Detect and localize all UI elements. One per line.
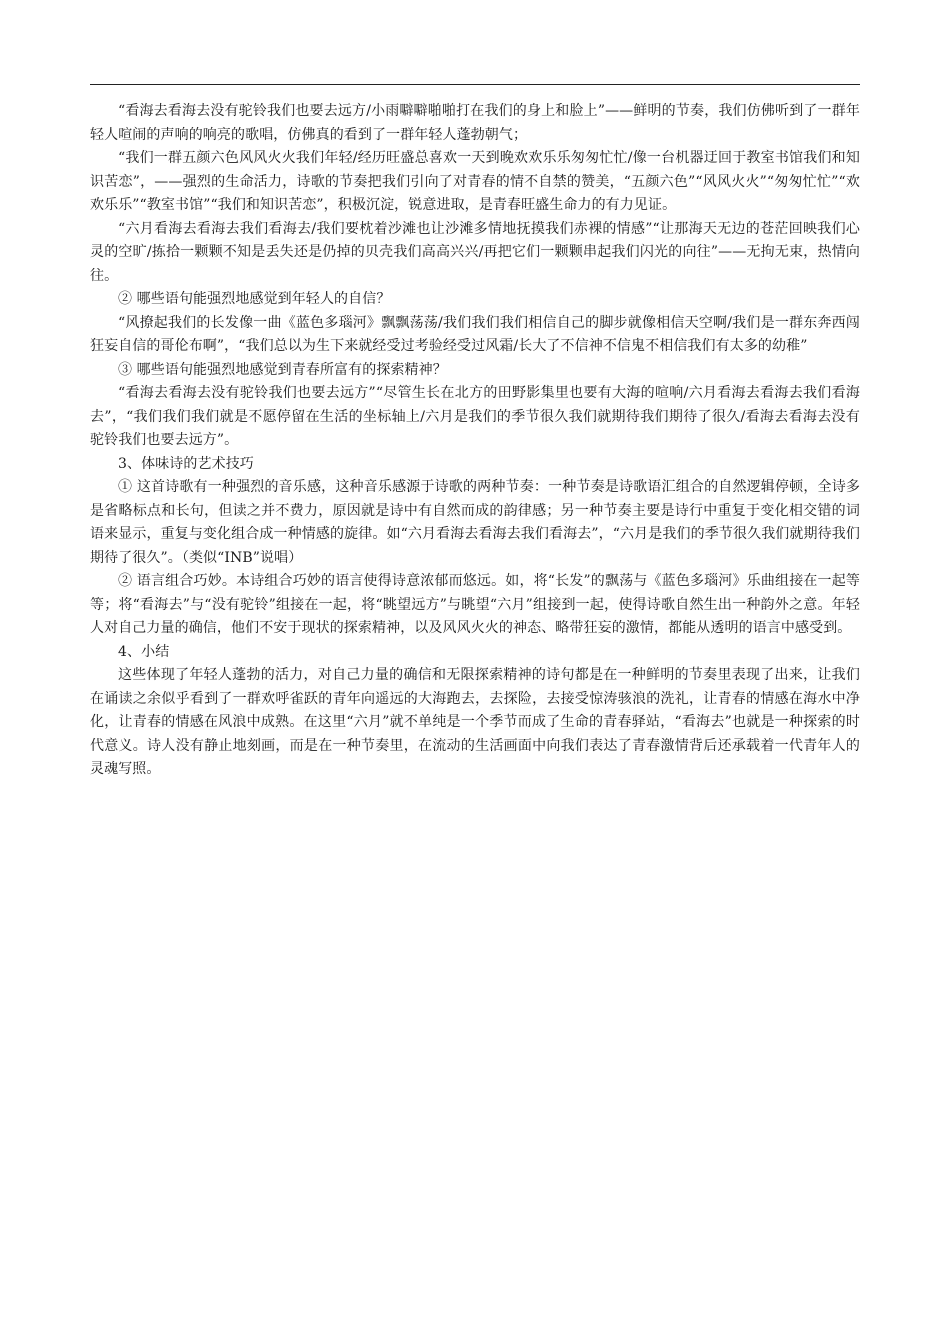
section-heading-art-techniques: 3、体味诗的艺术技巧 bbox=[118, 455, 254, 472]
question-exploration: ③ 哪些语句能强烈地感觉到青春所富有的探索精神？ bbox=[118, 361, 447, 378]
paragraph-sea-rhythm: “看海去看海去没有驼铃我们也要去远方/小雨噼噼啪啪打在我们的身上和脸上”——鲜明的节奏，我们仿佛听到了一群年轻人喧闹的声响的响亮的歌唱，仿佛真的看到了一群年轻人蓬勃朝气； bbox=[90, 103, 860, 143]
question-confidence: ② 哪些语句能强烈地感觉到年轻人的自信？ bbox=[118, 291, 391, 307]
paragraph-june-sea: “六月看海去看海去我们看海去/我们要枕着沙滩也让沙滩多情地抚摸我们赤裸的情感”“让那海天无边的苍茫回映我们心灵的空旷/拣拾一颗颗不知是丢失还是仍掉的贝壳我们高高兴兴/再把它们一颗颗串起我们闪光的向往”——无拘无束，热情向往。 bbox=[90, 220, 860, 284]
paragraph-language-combination: ② 语言组合巧妙。本诗组合巧妙的语言使得诗意浓郁而悠远。如，将“长发”的飘荡与《蓝色多瑙河》乐曲组接在一起等等；将“看海去”与“没有驼铃”组接在一起，将“眺望远方”与眺望“六月”组接到一起，使得诗歌自然生出一种韵外之意。年轻人对自己力量的确信，他们不安于现状的探索精神，以及风风火火的神态、略带狂妄的激情，都能从透明的语言中感受到。 bbox=[90, 573, 860, 636]
header-rule bbox=[90, 84, 860, 85]
section-heading-summary: 4、小结 bbox=[118, 643, 170, 660]
paragraph-colorful-youth: “我们一群五颜六色风风火火我们年轻/经历旺盛总喜欢一天到晚欢欢乐乐匆匆忙忙/像一台机器迂回于教室书馆我们和知识苦恋”，——强烈的生命活力，诗歌的节奏把我们引向了对青春的情不自禁的赞美，“五颜六色”“风风火火”“匆匆忙忙”“欢欢乐乐”“教室书馆”“我们和知识苦恋”，积极沉淀，锐意进取，是青春旺盛生命力的有力见证。 bbox=[90, 150, 860, 213]
paragraph-summary: 这些体现了年轻人蓬勃的活力，对自己力量的确信和无限探索精神的诗句都是在一种鲜明的节奏里表现了出来，让我们在诵读之余似乎看到了一群欢呼雀跃的青年向遥远的大海跑去，去探险，去接受惊涛骇浪的洗礼，让青春的情感在海水中净化，让青春的情感在风浪中成熟。在这里“六月”就不单纯是一个季节而成了生命的青春驿站，“看海去”也就是一种探索的时代意义。诗人没有静止地刻画，而是在一种节奏里，在流动的生活画面中向我们表达了青春激情背后还承载着一代青年人的灵魂写照。 bbox=[90, 667, 860, 777]
paragraph-exploration-quotes: “看海去看海去没有驼铃我们也要去远方”“尽管生长在北方的田野影集里也要有大海的喧响/六月看海去看海去我们看海去”，“我们我们我们就是不愿停留在生活的坐标轴上/六月是我们的季节很久我们就期待我们期待了很久/看海去看海去没有驼铃我们也要去远方”。 bbox=[90, 385, 860, 448]
paragraph-confidence-quotes: “风撩起我们的长发像一曲《蓝色多瑙河》飘飘荡荡/我们我们我们相信自己的脚步就像相信天空啊/我们是一群东奔西闯狂妄自信的哥伦布啊”，“我们总以为生下来就经受过考验经受过风霜/长大了不信神不信鬼不相信我们有太多的幼稚” bbox=[90, 314, 860, 354]
paragraph-musicality: ① 这首诗歌有一种强烈的音乐感，这种音乐感源于诗歌的两种节奏：一种节奏是诗歌语汇组合的自然逻辑停顿，全诗多是省略标点和长句，但读之并不费力，原因就是诗中有自然而成的韵律感；另一种节奏主要是诗行中重复于变化相交错的词语来显示，重复与变化组合成一种情感的旋律。如“六月看海去看海去我们看海去”，“六月是我们的季节很久我们就期待我们期待了很久”。（类似“INB”说唱） bbox=[90, 479, 860, 566]
document-body bbox=[90, 100, 860, 782]
